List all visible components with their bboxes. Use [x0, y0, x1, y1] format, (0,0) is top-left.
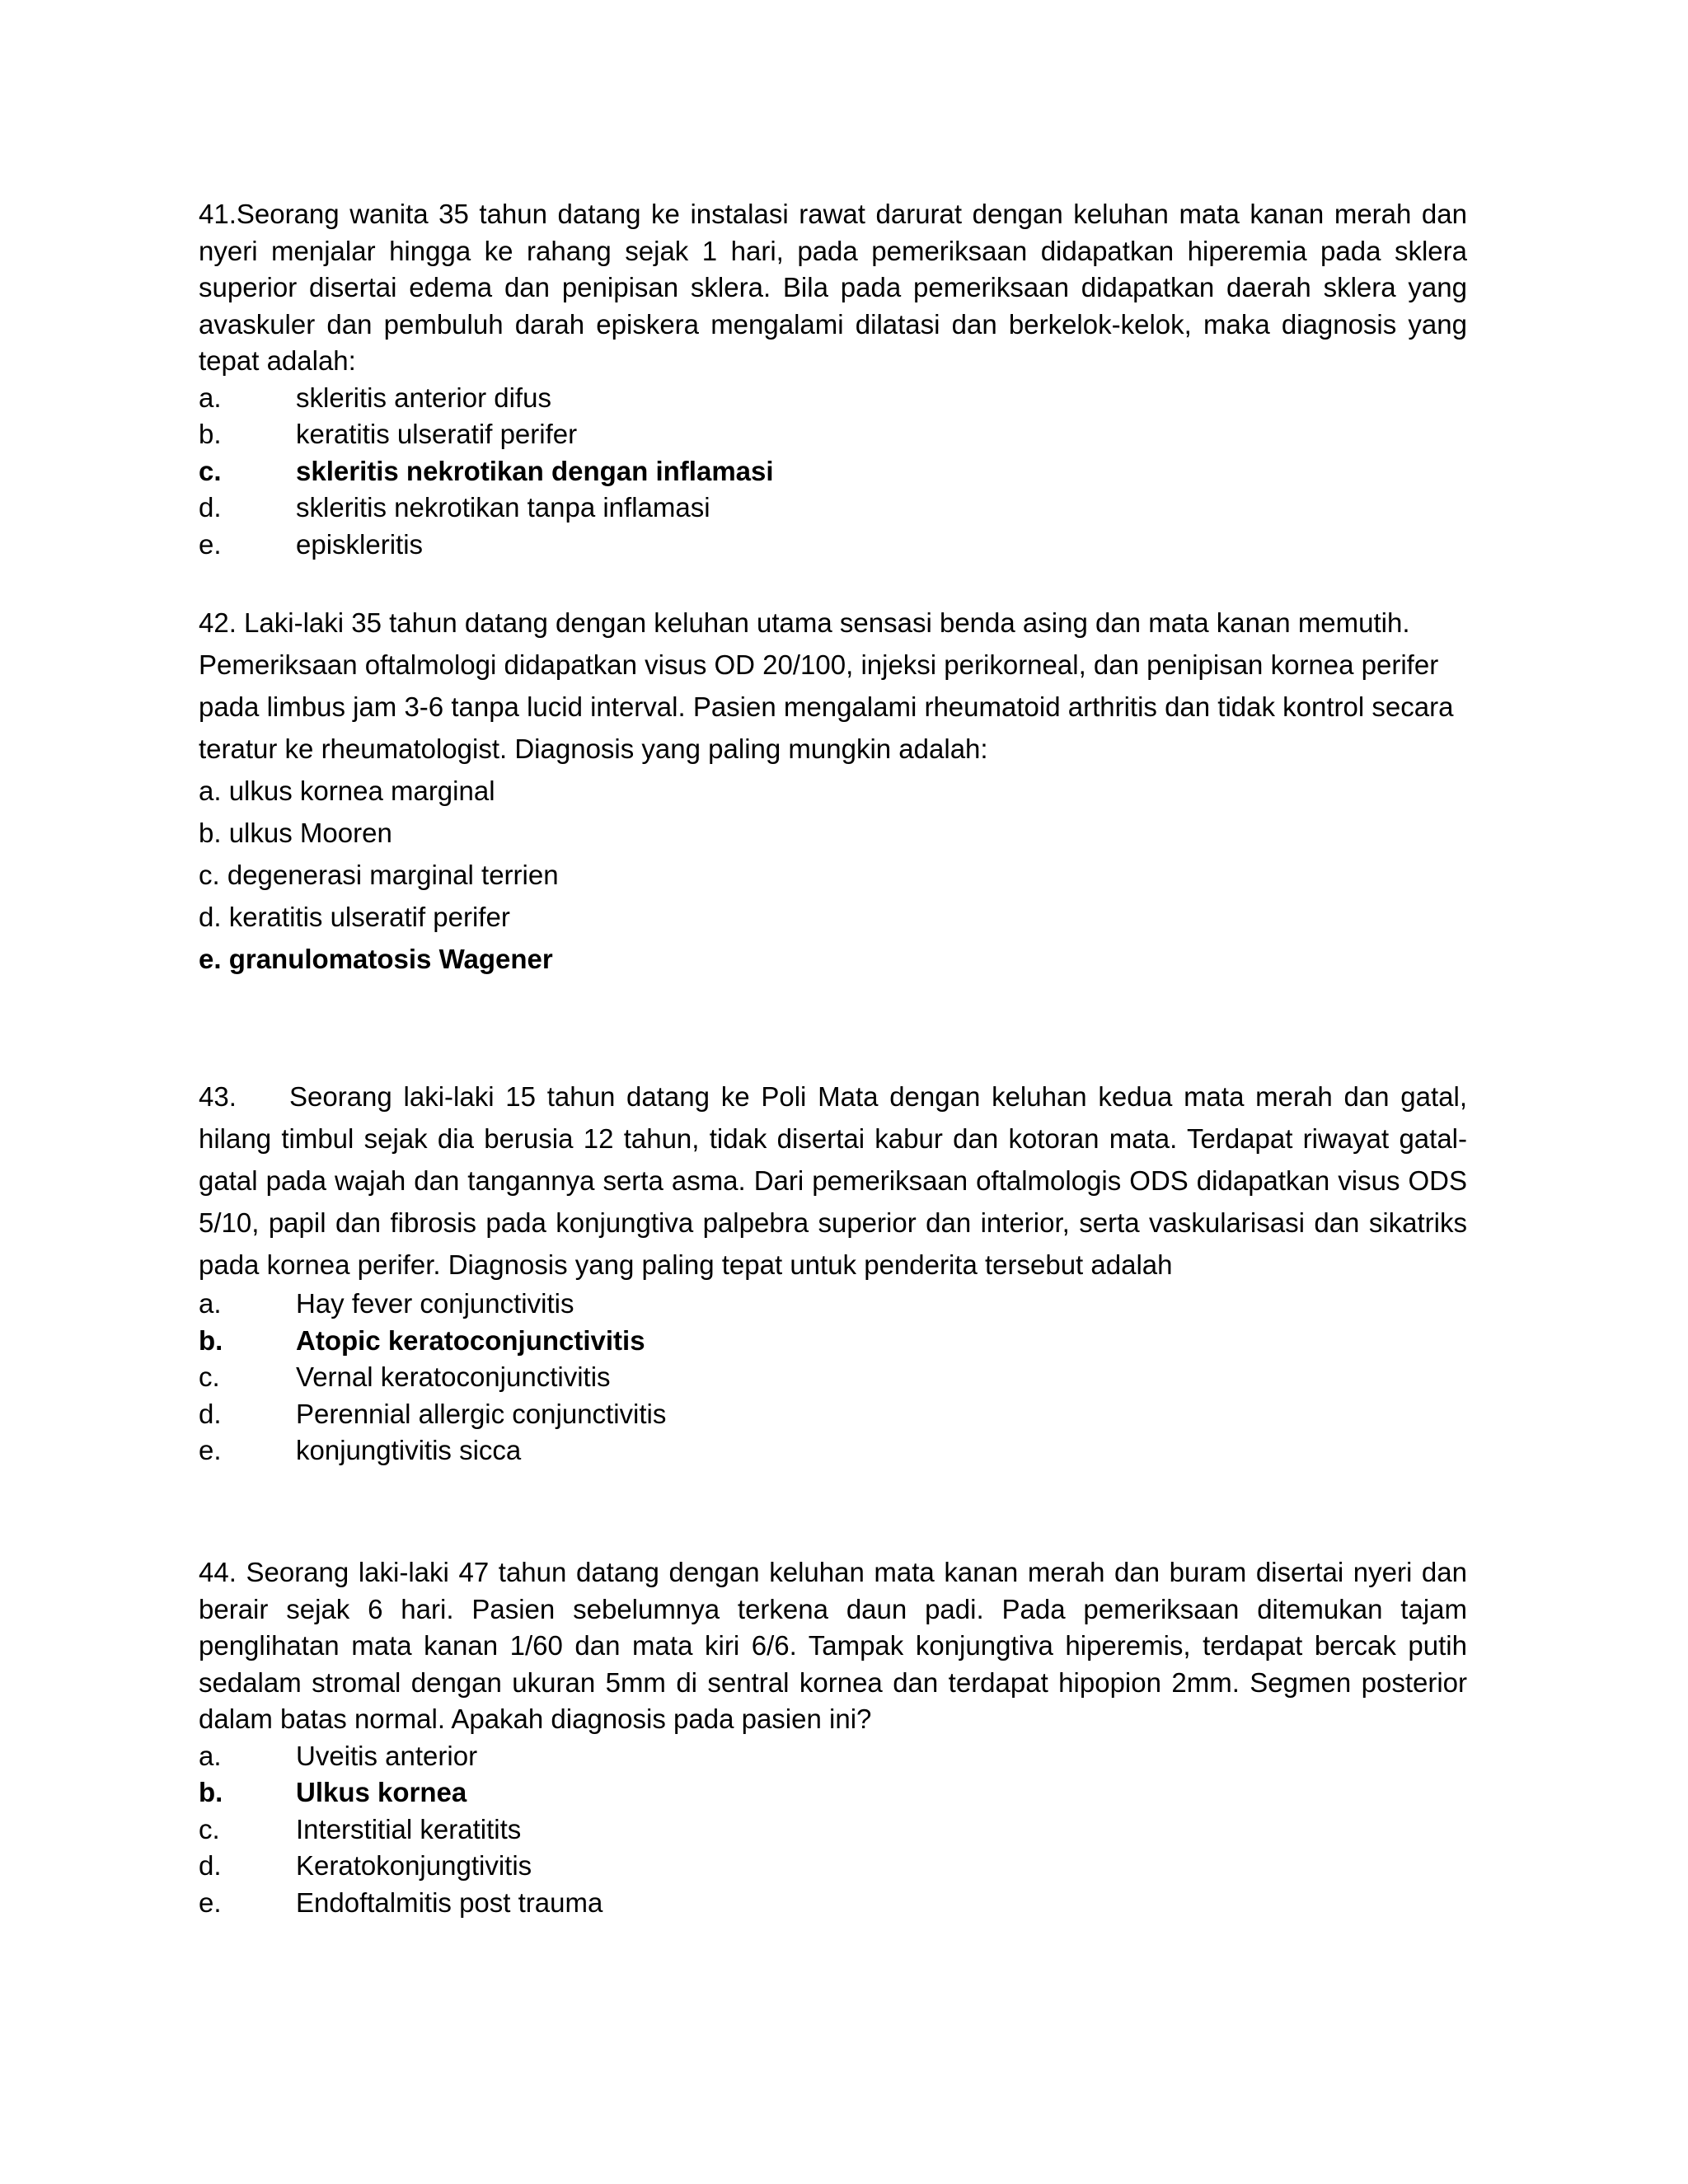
option-letter: c. — [199, 455, 222, 486]
answer-option-b-correct — [199, 1774, 1467, 1811]
option-text: konjungtivitis sicca — [296, 1435, 522, 1465]
question-44 — [199, 1554, 1467, 1921]
option-letter: d. — [199, 902, 222, 932]
option-text: Hay fever conjunctivitis — [296, 1288, 574, 1319]
answer-options — [199, 770, 1467, 980]
option-letter: e. — [199, 528, 222, 560]
answer-option-c — [199, 854, 1467, 896]
answer-options — [199, 1738, 1467, 1922]
option-letter: e. — [199, 1886, 222, 1918]
option-letter: e. — [199, 944, 222, 974]
option-text: degenerasi marginal terrien — [227, 860, 559, 890]
option-text: Perennial allergic conjunctivitis — [296, 1398, 667, 1429]
option-letter: a. — [199, 382, 222, 413]
option-text: Atopic keratoconjunctivitis — [296, 1324, 645, 1356]
question-42 — [199, 602, 1467, 980]
question-text: Seorang wanita 35 tahun datang ke instalasi rawat darurat dengan keluhan mata kanan merah dan nyeri menjalar hingga ke rahang sejak 1 hari, pada pemeriksaan didapatkan hiperemia pada sklera superior disertai edema dan penipisan sklera. Bila pada pemeriksaan didapatkan daerah sklera yang avaskuler dan pembuluh darah episkera mengalami dilatasi dan berkelok-kelok, maka diagnosis yang tepat adalah: — [199, 199, 1467, 376]
question-41 — [199, 196, 1467, 563]
option-letter: b. — [199, 1324, 223, 1356]
answer-options — [199, 380, 1467, 564]
answer-option-e-correct — [199, 938, 1467, 980]
option-letter: a. — [199, 1288, 222, 1319]
answer-option-d — [199, 490, 1467, 527]
answer-option-d — [199, 896, 1467, 938]
option-text: granulomatosis Wagener — [228, 944, 553, 974]
option-text: keratitis ulseratif perifer — [296, 419, 578, 449]
option-text: Ulkus kornea — [296, 1777, 467, 1807]
option-letter: b. — [199, 1777, 223, 1807]
question-number: 41. — [199, 199, 237, 229]
question-number: 42. — [199, 607, 237, 638]
option-letter: a. — [199, 1740, 222, 1771]
option-text: episkleritis — [296, 528, 424, 560]
option-letter: a. — [199, 776, 222, 806]
option-text: Interstitial keratitits — [296, 1813, 522, 1844]
answer-options — [199, 1286, 1467, 1469]
answer-option-a — [199, 1286, 1467, 1323]
question-number: 43. — [199, 1081, 237, 1112]
question-text: Laki-laki 35 tahun datang dengan keluhan utama sensasi benda asing dan mata kanan memutih. Pemeriksaan oftalmologi didapatkan visus OD 20/100, injeksi perikorneal, dan penipisan kornea perifer pada limbus jam 3-6 tanpa lucid interval. Pasien mengalami rheumatoid arthritis dan tidak kontrol secara teratur ke rheumatologist. Diagnosis yang paling mungkin adalah: — [199, 607, 1454, 764]
option-letter: b. — [199, 419, 222, 449]
question-stem — [199, 1554, 1467, 1738]
answer-option-b — [199, 812, 1467, 854]
question-stem — [199, 196, 1467, 380]
option-text: ulkus Mooren — [228, 818, 392, 848]
question-number: 44. — [199, 1557, 237, 1587]
answer-option-a — [199, 770, 1467, 812]
question-43 — [199, 1076, 1467, 1469]
answer-option-c-correct — [199, 453, 1467, 490]
answer-option-e — [199, 1432, 1467, 1469]
answer-option-a — [199, 380, 1467, 417]
option-text: ulkus kornea marginal — [228, 776, 495, 806]
option-text: keratitis ulseratif perifer — [228, 902, 510, 932]
option-letter: d. — [199, 492, 222, 523]
question-stem — [199, 1076, 1467, 1286]
option-text: Uveitis anterior — [296, 1740, 478, 1771]
answer-option-b — [199, 416, 1467, 453]
option-text: Keratokonjungtivitis — [296, 1850, 532, 1881]
answer-option-a — [199, 1738, 1467, 1775]
option-text: skleritis nekrotikan tanpa inflamasi — [296, 492, 710, 523]
answer-option-d — [199, 1396, 1467, 1433]
answer-option-d — [199, 1848, 1467, 1885]
answer-option-b-correct — [199, 1323, 1467, 1360]
answer-option-c — [199, 1359, 1467, 1396]
answer-option-e — [199, 527, 1467, 564]
answer-option-e — [199, 1885, 1467, 1922]
option-text: skleritis nekrotikan dengan inflamasi — [296, 455, 774, 486]
option-letter: d. — [199, 1398, 222, 1429]
question-stem — [199, 602, 1467, 770]
option-text: Vernal keratoconjunctivitis — [296, 1361, 611, 1392]
option-text: Endoftalmitis post trauma — [296, 1886, 603, 1918]
question-text: Seorang laki-laki 47 tahun datang dengan keluhan mata kanan merah dan buram disertai nyeri dan berair sejak 6 hari. Pasien sebelumnya terkena daun padi. Pada pemeriksaan ditemukan tajam penglihatan mata kanan 1/60 dan mata kiri 6/6. Tampak konjungtiva hiperemis, terdapat bercak putih sedalam stromal dengan ukuran 5mm di sentral kornea dan terdapat hipopion 2mm. Segmen posterior dalam batas normal. Apakah diagnosis pada pasien ini? — [199, 1557, 1467, 1734]
option-text: skleritis anterior difus — [296, 382, 551, 413]
option-letter: c. — [199, 860, 220, 890]
option-letter: d. — [199, 1850, 222, 1881]
question-text: Seorang laki-laki 15 tahun datang ke Poli Mata dengan keluhan kedua mata merah dan gatal, hilang timbul sejak dia berusia 12 tahun, tidak disertai kabur dan kotoran mata. Terdapat riwayat gatal-gatal pada wajah dan tangannya serta asma. Dari pemeriksaan oftalmologis ODS didapatkan visus ODS 5/10, papil dan fibrosis pada konjungtiva palpebra superior dan interior, serta vaskularisasi dan sikatriks pada kornea perifer. Diagnosis yang paling tepat untuk penderita tersebut adalah — [199, 1081, 1467, 1280]
option-letter: c. — [199, 1813, 220, 1844]
option-letter: b. — [199, 818, 222, 848]
answer-option-c — [199, 1811, 1467, 1849]
option-letter: c. — [199, 1361, 220, 1392]
option-letter: e. — [199, 1435, 222, 1465]
